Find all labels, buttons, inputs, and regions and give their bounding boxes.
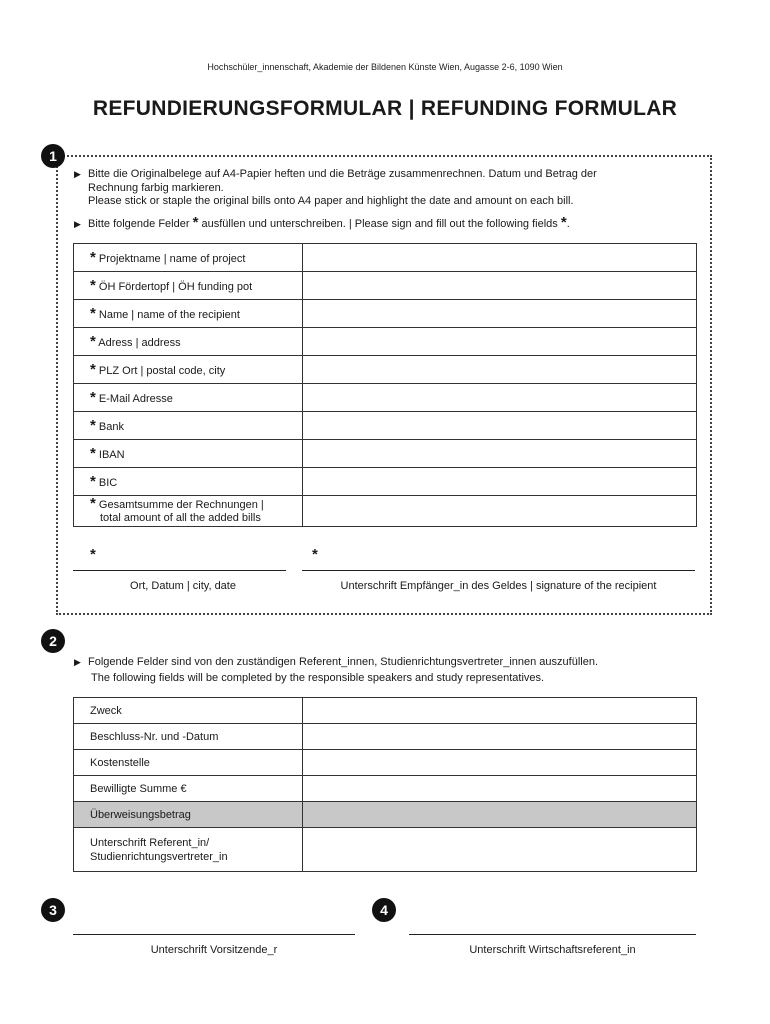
required-star-icon: * xyxy=(90,445,96,462)
table-row xyxy=(74,328,697,356)
table-row xyxy=(74,468,697,496)
required-star-icon: * xyxy=(312,546,318,563)
total-amount-field[interactable] xyxy=(302,496,696,527)
purpose-field[interactable] xyxy=(302,698,696,724)
table-row: Unterschrift Referent_in/ Studienrichtungsvertreter_in xyxy=(74,828,697,872)
required-star-icon: * xyxy=(192,214,199,231)
project-name-field[interactable] xyxy=(302,244,696,272)
approval-form-table xyxy=(73,697,697,872)
finance-signature-label: Unterschrift Wirtschaftsreferent_in xyxy=(469,944,636,956)
chair-signature-line[interactable] xyxy=(73,934,355,935)
section-1-instruction-2: ▶ Bitte folgende Felder * ausfüllen und unterschreiben. | Please sign and fill out the following fields *. xyxy=(74,214,570,231)
required-star-icon: * xyxy=(90,249,96,266)
table-row xyxy=(74,384,697,412)
required-star-icon: * xyxy=(90,333,96,350)
table-row xyxy=(74,440,697,468)
field-label-bic: BIC xyxy=(98,477,118,489)
page-title: REFUNDIERUNGSFORMULAR | REFUNDING FORMULAR xyxy=(92,97,678,120)
email-field[interactable] xyxy=(302,384,696,412)
bic-field[interactable] xyxy=(302,468,696,496)
field-label-speaker-signature: Unterschrift Referent_in/ xyxy=(90,836,210,849)
field-label-resolution: Beschluss-Nr. und -Datum xyxy=(74,724,303,750)
field-label-postal-city: PLZ Ort | postal code, city xyxy=(98,365,226,377)
section-4-badge: 4 xyxy=(372,898,396,922)
recipient-signature-line[interactable] xyxy=(302,570,695,571)
approved-sum-field[interactable] xyxy=(302,776,696,802)
recipient-name-field[interactable] xyxy=(302,300,696,328)
resolution-field[interactable] xyxy=(302,724,696,750)
postal-city-field[interactable] xyxy=(302,356,696,384)
table-row xyxy=(74,356,697,384)
city-date-signature-line[interactable] xyxy=(73,570,286,571)
chair-signature-label: Unterschrift Vorsitzende_r xyxy=(150,944,278,956)
cost-center-field[interactable] xyxy=(302,750,696,776)
field-label-cost-center: Kostenstelle xyxy=(74,750,303,776)
field-label-transfer-amount: Überweisungsbetrag xyxy=(74,802,303,828)
required-star-icon: * xyxy=(90,417,96,434)
field-label-purpose: Zweck xyxy=(74,698,303,724)
required-star-icon: * xyxy=(560,214,567,231)
finance-signature-line[interactable] xyxy=(409,934,696,935)
field-label-email: E-Mail Adresse xyxy=(98,393,173,405)
table-row xyxy=(74,412,697,440)
table-row: * Gesamtsumme der Rechnungen | total amount of all the added bills xyxy=(74,496,697,527)
field-label-iban: IBAN xyxy=(98,449,125,461)
bank-field[interactable] xyxy=(302,412,696,440)
section-2-instruction: ▶ Folgende Felder sind von den zuständigen Referent_innen, Studienrichtungsvertreter_innen auszufüllen. The following fields will be completed by the responsible speakers and study representatives. xyxy=(74,656,599,684)
field-label-funding-pot: ÖH Fördertopf | ÖH funding pot xyxy=(98,281,253,293)
field-label-name: Name | name of the recipient xyxy=(98,309,240,321)
table-row xyxy=(74,776,697,802)
section-1-badge: 1 xyxy=(41,144,65,168)
address-field[interactable] xyxy=(302,328,696,356)
required-star-icon: * xyxy=(90,389,96,406)
required-star-icon: * xyxy=(90,361,96,378)
table-row xyxy=(74,244,697,272)
section-1-instruction-1: ▶ Bitte die Originalbelege auf A4-Papier heften und die Beträge zusammenrechnen. Datum und Betrag der Rechnung farbig markieren. Please stick or staple the original bills onto A4 paper and highlight the date and amount on each bill. xyxy=(74,168,597,207)
field-label-total: Gesamtsumme der Rechnungen | xyxy=(98,499,264,511)
funding-pot-field[interactable] xyxy=(302,272,696,300)
required-star-icon: * xyxy=(90,546,96,563)
section-2-badge: 2 xyxy=(41,629,65,653)
table-row-highlighted xyxy=(74,802,697,828)
arrow-right-icon: ▶ xyxy=(74,219,81,229)
arrow-right-icon: ▶ xyxy=(74,657,81,667)
table-row xyxy=(74,724,697,750)
field-label-project: Projektname | name of project xyxy=(98,253,246,265)
iban-field[interactable] xyxy=(302,440,696,468)
section-3-badge: 3 xyxy=(41,898,65,922)
required-star-icon: * xyxy=(90,277,96,294)
table-row xyxy=(74,272,697,300)
recipient-signature-label: Unterschrift Empfänger_in des Geldes | signature of the recipient xyxy=(340,580,657,592)
required-star-icon: * xyxy=(90,305,96,322)
field-label-bank: Bank xyxy=(98,421,124,433)
recipient-form-table xyxy=(73,243,697,527)
field-label-address: Adress | address xyxy=(98,337,181,349)
required-star-icon: * xyxy=(90,495,96,512)
table-row xyxy=(74,300,697,328)
arrow-right-icon: ▶ xyxy=(74,169,81,179)
transfer-amount-field[interactable] xyxy=(302,802,696,828)
city-date-label: Ort, Datum | city, date xyxy=(130,580,236,592)
required-star-icon: * xyxy=(90,473,96,490)
page-header: Hochschüler_innenschaft, Akademie der Bildenen Künste Wien, Augasse 2-6, 1090 Wien xyxy=(207,62,563,72)
table-row xyxy=(74,750,697,776)
speaker-signature-field[interactable] xyxy=(302,828,696,872)
field-label-approved-sum: Bewilligte Summe € xyxy=(74,776,303,802)
table-row xyxy=(74,698,697,724)
